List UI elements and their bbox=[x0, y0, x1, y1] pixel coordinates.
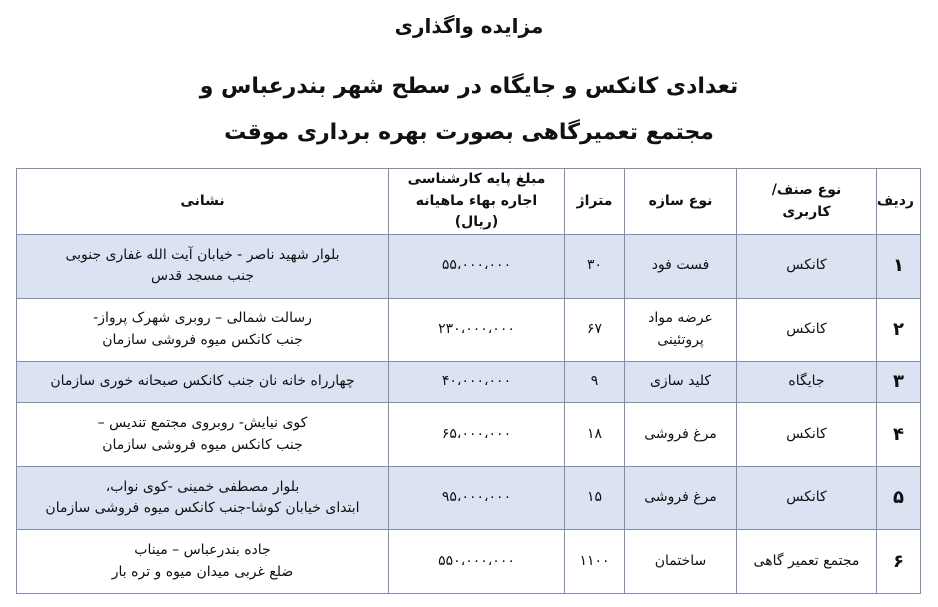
structure-cell bbox=[625, 298, 737, 362]
address-cell-line: جنب مسجد قدس bbox=[150, 268, 255, 285]
structure-cell-line: کلید سازی bbox=[649, 373, 712, 390]
usage-cell: کانکس bbox=[737, 298, 877, 362]
row-number: ۱ bbox=[877, 235, 921, 299]
header-price-line1: مبلغ پایه کارشناسی bbox=[407, 171, 546, 187]
structure-cell-line: ساختمان bbox=[654, 552, 707, 569]
price-cell: ۵۵،۰۰۰،۰۰۰ bbox=[389, 235, 565, 299]
address-cell-line: جنب کانکس میوه فروشی سازمان bbox=[102, 331, 303, 348]
header-usage-line2: کاربری bbox=[782, 203, 831, 220]
row-number: ۴ bbox=[877, 403, 921, 467]
structure-cell-line: عرضه مواد bbox=[648, 310, 713, 327]
address-cell-line: ضلع غربی میدان میوه و تره بار bbox=[111, 563, 294, 580]
address-cell-line: کوی نیایش- روبروی مجتمع تندیس – bbox=[97, 415, 308, 431]
area-cell: ۱۱۰۰ bbox=[565, 530, 625, 594]
table-row bbox=[17, 466, 921, 530]
structure-cell bbox=[625, 530, 737, 594]
area-cell: ۱۵ bbox=[565, 466, 625, 530]
header-price-line2: اجاره بهاء ماهیانه (ریال) bbox=[415, 192, 538, 231]
header-structure: نوع سازه bbox=[625, 169, 737, 235]
header-address: نشانی bbox=[17, 169, 389, 235]
table-row bbox=[17, 403, 921, 467]
structure-cell-line: پروتئینی bbox=[657, 331, 704, 348]
address-cell bbox=[17, 466, 389, 530]
address-cell-line: ابتدای خیابان کوشا-جنب کانکس میوه فروشی سازمان bbox=[45, 500, 360, 517]
notice-title: مزایده واگذاری bbox=[394, 14, 544, 38]
address-cell-line: بلوار شهید ناصر - خیابان آیت الله غفاری جنوبی bbox=[65, 246, 340, 263]
area-cell: ۶۷ bbox=[565, 298, 625, 362]
structure-cell bbox=[625, 235, 737, 299]
address-cell bbox=[17, 362, 389, 403]
address-cell bbox=[17, 403, 389, 467]
address-cell bbox=[17, 298, 389, 362]
table-row bbox=[17, 362, 921, 403]
price-cell: ۹۵،۰۰۰،۰۰۰ bbox=[389, 466, 565, 530]
notice-subtitle-line2: مجتمع تعمیرگاهی بصورت بهره برداری موقت bbox=[224, 120, 714, 145]
usage-cell: جایگاه bbox=[737, 362, 877, 403]
structure-cell-line: مرغ فروشی bbox=[644, 489, 717, 506]
price-cell: ۲۳۰،۰۰۰،۰۰۰ bbox=[389, 298, 565, 362]
notice-subtitle-line1: تعدادی کانکس و جایگاه در سطح شهر بندرعباس و bbox=[199, 74, 739, 99]
address-cell-line: رسالت شمالی – روبری شهرک پرواز- bbox=[93, 310, 312, 327]
address-cell bbox=[17, 530, 389, 594]
usage-cell: کانکس bbox=[737, 466, 877, 530]
table-row bbox=[17, 530, 921, 594]
row-number: ۶ bbox=[877, 530, 921, 594]
row-number: ۲ bbox=[877, 298, 921, 362]
usage-cell: کانکس bbox=[737, 235, 877, 299]
usage-cell: کانکس bbox=[737, 403, 877, 467]
address-cell-line: جاده بندرعباس – میناب bbox=[134, 542, 271, 559]
area-cell: ۹ bbox=[565, 362, 625, 403]
row-number: ۵ bbox=[877, 466, 921, 530]
row-number: ۳ bbox=[877, 362, 921, 403]
address-cell-line: چهارراه خانه نان جنب کانکس صبحانه خوری سازمان bbox=[50, 373, 355, 390]
area-cell: ۳۰ bbox=[565, 235, 625, 299]
table-row bbox=[17, 298, 921, 362]
usage-cell: مجتمع تعمیر گاهی bbox=[737, 530, 877, 594]
structure-cell bbox=[625, 403, 737, 467]
address-cell-line: جنب کانکس میوه فروشی سازمان bbox=[102, 436, 303, 453]
area-cell: ۱۸ bbox=[565, 403, 625, 467]
header-price bbox=[389, 169, 565, 235]
address-cell bbox=[17, 235, 389, 299]
table-row bbox=[17, 235, 921, 299]
structure-cell bbox=[625, 466, 737, 530]
table-header-row bbox=[17, 169, 921, 235]
structure-cell bbox=[625, 362, 737, 403]
price-cell: ۶۵،۰۰۰،۰۰۰ bbox=[389, 403, 565, 467]
header-usage-line1: نوع صنف/ bbox=[771, 181, 842, 198]
header-radif: ردیف bbox=[877, 169, 921, 235]
header-usage bbox=[737, 169, 877, 235]
structure-cell-line: فست فود bbox=[651, 257, 710, 274]
price-cell: ۵۵۰،۰۰۰،۰۰۰ bbox=[389, 530, 565, 594]
price-cell: ۴۰،۰۰۰،۰۰۰ bbox=[389, 362, 565, 403]
table-body bbox=[17, 235, 921, 594]
address-cell-line: بلوار مصطفی خمینی -کوی نواب، bbox=[105, 478, 300, 495]
structure-cell-line: مرغ فروشی bbox=[644, 425, 717, 442]
auction-items-table bbox=[16, 168, 921, 594]
header-area: متراژ bbox=[565, 169, 625, 235]
